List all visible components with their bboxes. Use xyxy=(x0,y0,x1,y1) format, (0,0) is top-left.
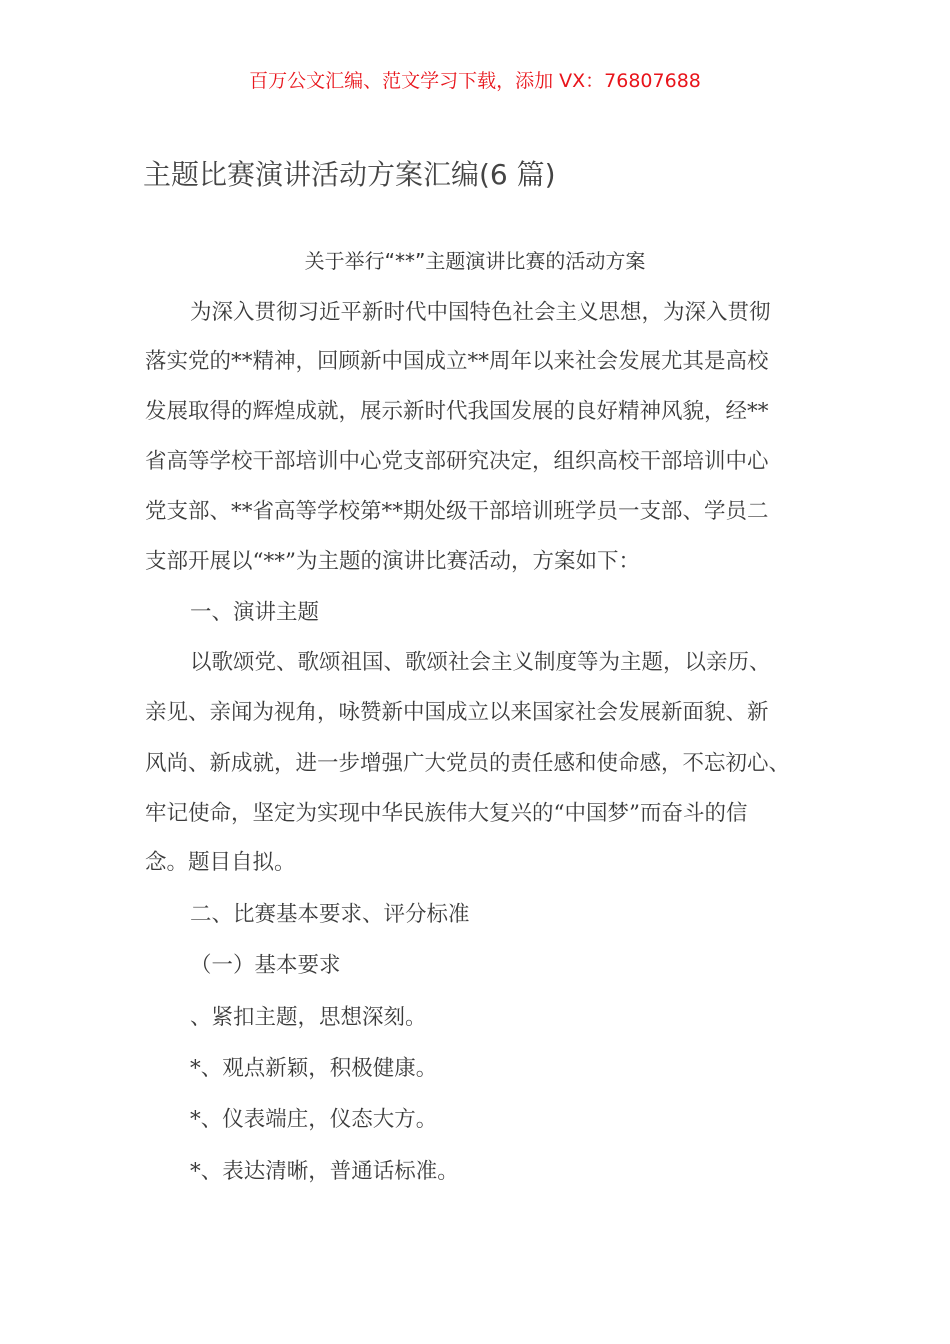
list-item: *、观点新颖，积极健康。 xyxy=(190,1056,438,1081)
paragraph-line: 牢记使命，坚定为实现中华民族伟大复兴的“中国梦”而奋斗的信 xyxy=(145,801,748,826)
list-item: 、紧扣主题，思想深刻。 xyxy=(190,1005,427,1030)
paragraph-line: 亲见、亲闻为视角，咏赞新中国成立以来国家社会发展新面貌、新 xyxy=(145,700,769,725)
paragraph-line: 为深入贯彻习近平新时代中国特色社会主义思想，为深入贯彻 xyxy=(190,300,771,325)
paragraph-line: 省高等学校干部培训中心党支部研究决定，组织高校干部培训中心 xyxy=(145,449,769,474)
paragraph-line: 发展取得的辉煌成就，展示新时代我国发展的良好精神风貌，经** xyxy=(145,399,769,424)
heading-line: 一、演讲主题 xyxy=(190,600,320,625)
watermark-banner: 百万公文汇编、范文学习下载，添加 VX：76807688 xyxy=(249,70,701,92)
list-item: *、表达清晰，普通话标准。 xyxy=(190,1159,459,1184)
list-item: *、仪表端庄，仪态大方。 xyxy=(190,1107,438,1132)
paragraph-line: 支部开展以“**”为主题的演讲比赛活动，方案如下： xyxy=(145,549,640,574)
paragraph-line: 党支部、**省高等学校第**期处级干部培训班学员一支部、学员二 xyxy=(145,499,769,524)
document-title: 主题比赛演讲活动方案汇编(6 篇) xyxy=(143,158,556,191)
paragraph-line: 念。题目自拟。 xyxy=(145,850,296,875)
section-title: 关于举行“**”主题演讲比赛的活动方案 xyxy=(304,249,646,273)
heading-line: 二、比赛基本要求、评分标准 xyxy=(190,902,470,927)
heading-line: （一）基本要求 xyxy=(190,953,341,978)
paragraph-line: 落实党的**精神，回顾新中国成立**周年以来社会发展尤其是高校 xyxy=(145,349,769,374)
paragraph-line: 风尚、新成就，进一步增强广大党员的责任感和使命感，不忘初心、 xyxy=(145,751,791,776)
paragraph-line: 以歌颂党、歌颂祖国、歌颂社会主义制度等为主题，以亲历、 xyxy=(190,650,771,675)
